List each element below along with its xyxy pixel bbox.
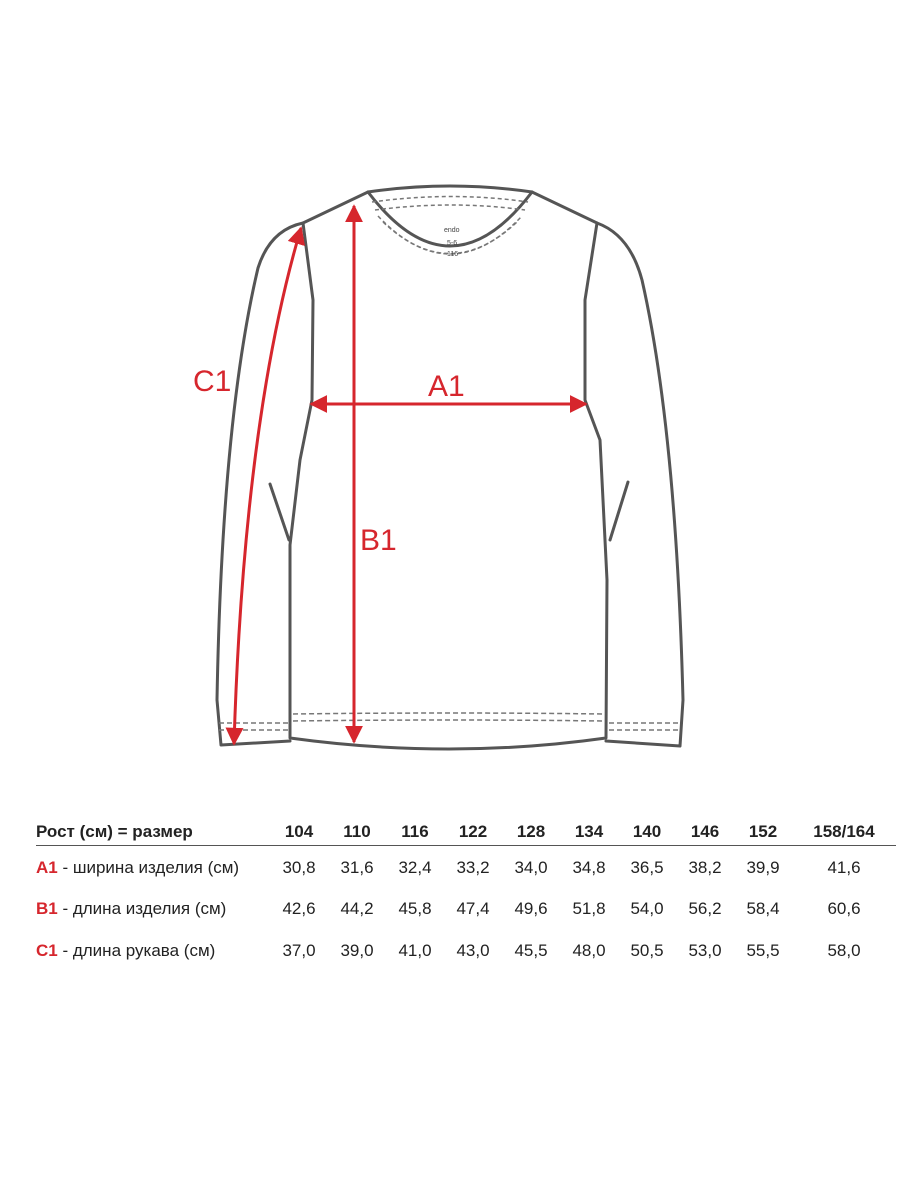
table-cell: 36,5 bbox=[630, 857, 664, 877]
table-cell: 45,5 bbox=[514, 940, 548, 960]
size-col-header: 146 bbox=[690, 822, 720, 841]
a1-label: A1 bbox=[428, 370, 465, 403]
table-cell: 39,9 bbox=[746, 857, 780, 877]
table-cell: 34,0 bbox=[514, 857, 548, 877]
table-cell: 51,8 bbox=[572, 898, 606, 918]
row-code: A1 bbox=[36, 857, 58, 877]
table-cell: 47,4 bbox=[456, 898, 490, 918]
size-tag bbox=[444, 227, 460, 258]
tag-line-1: endo bbox=[444, 227, 460, 234]
table-cell: 45,8 bbox=[398, 898, 432, 918]
row-label bbox=[36, 930, 270, 972]
size-col-header: 134 bbox=[574, 822, 604, 841]
size-header-label: Рост (см) = размер bbox=[36, 822, 193, 841]
table-cell: 55,5 bbox=[746, 940, 780, 960]
table-cell: 58,0 bbox=[827, 940, 861, 960]
table-cell: 42,6 bbox=[282, 898, 316, 918]
table-cell: 30,8 bbox=[282, 857, 316, 877]
table-cell: 50,5 bbox=[630, 940, 664, 960]
table-row-b1 bbox=[36, 888, 896, 930]
size-col-header: 158/164 bbox=[813, 822, 875, 841]
row-code: B1 bbox=[36, 898, 58, 918]
table-cell: 53,0 bbox=[688, 940, 722, 960]
table-cell: 54,0 bbox=[630, 898, 664, 918]
table-cell: 48,0 bbox=[572, 940, 606, 960]
table-cell: 56,2 bbox=[688, 898, 722, 918]
dimension-lines bbox=[234, 206, 586, 744]
b1-label: B1 bbox=[360, 524, 397, 557]
table-row-c1 bbox=[36, 930, 896, 972]
table-cell: 32,4 bbox=[398, 857, 432, 877]
table-cell: 44,2 bbox=[340, 898, 374, 918]
size-col-header: 104 bbox=[284, 822, 314, 841]
row-label bbox=[36, 846, 270, 888]
row-description: - длина изделия (см) bbox=[57, 898, 227, 918]
table-cell: 38,2 bbox=[688, 857, 722, 877]
table-cell: 41,0 bbox=[398, 940, 432, 960]
table-cell: 39,0 bbox=[340, 940, 374, 960]
row-description: - ширина изделия (см) bbox=[57, 857, 240, 877]
table-cell: 37,0 bbox=[282, 940, 316, 960]
table-cell: 41,6 bbox=[827, 857, 861, 877]
longsleeve-outline bbox=[217, 186, 683, 749]
table-cell: 60,6 bbox=[827, 898, 861, 918]
left-side-dart bbox=[270, 484, 289, 540]
row-code: C1 bbox=[36, 940, 58, 960]
size-col-header: 116 bbox=[401, 822, 429, 841]
table-row-a1 bbox=[36, 846, 896, 888]
size-col-header: 140 bbox=[632, 822, 662, 841]
table-cell: 34,8 bbox=[572, 857, 606, 877]
c1-label: C1 bbox=[193, 365, 232, 398]
row-description: - длина рукава (см) bbox=[57, 940, 216, 960]
table-cell: 58,4 bbox=[746, 898, 780, 918]
row-label bbox=[36, 888, 270, 930]
table-cell: 31,6 bbox=[340, 857, 374, 877]
body-outline bbox=[290, 192, 607, 749]
hem-stitching bbox=[219, 713, 681, 730]
size-table bbox=[36, 812, 896, 972]
size-col-header: 152 bbox=[748, 822, 778, 841]
right-side-dart bbox=[610, 482, 628, 540]
neckline-back bbox=[368, 186, 532, 192]
table-cell: 43,0 bbox=[456, 940, 490, 960]
right-sleeve-outline bbox=[597, 223, 683, 746]
tag-line-3: 116 bbox=[447, 251, 459, 258]
table-cell: 49,6 bbox=[514, 898, 548, 918]
size-col-header: 110 bbox=[343, 822, 371, 841]
size-col-header: 122 bbox=[458, 822, 488, 841]
table-cell: 33,2 bbox=[456, 857, 490, 877]
size-col-header: 128 bbox=[516, 822, 546, 841]
tag-line-2: 5-6 bbox=[447, 240, 458, 247]
size-header-row bbox=[36, 812, 896, 846]
